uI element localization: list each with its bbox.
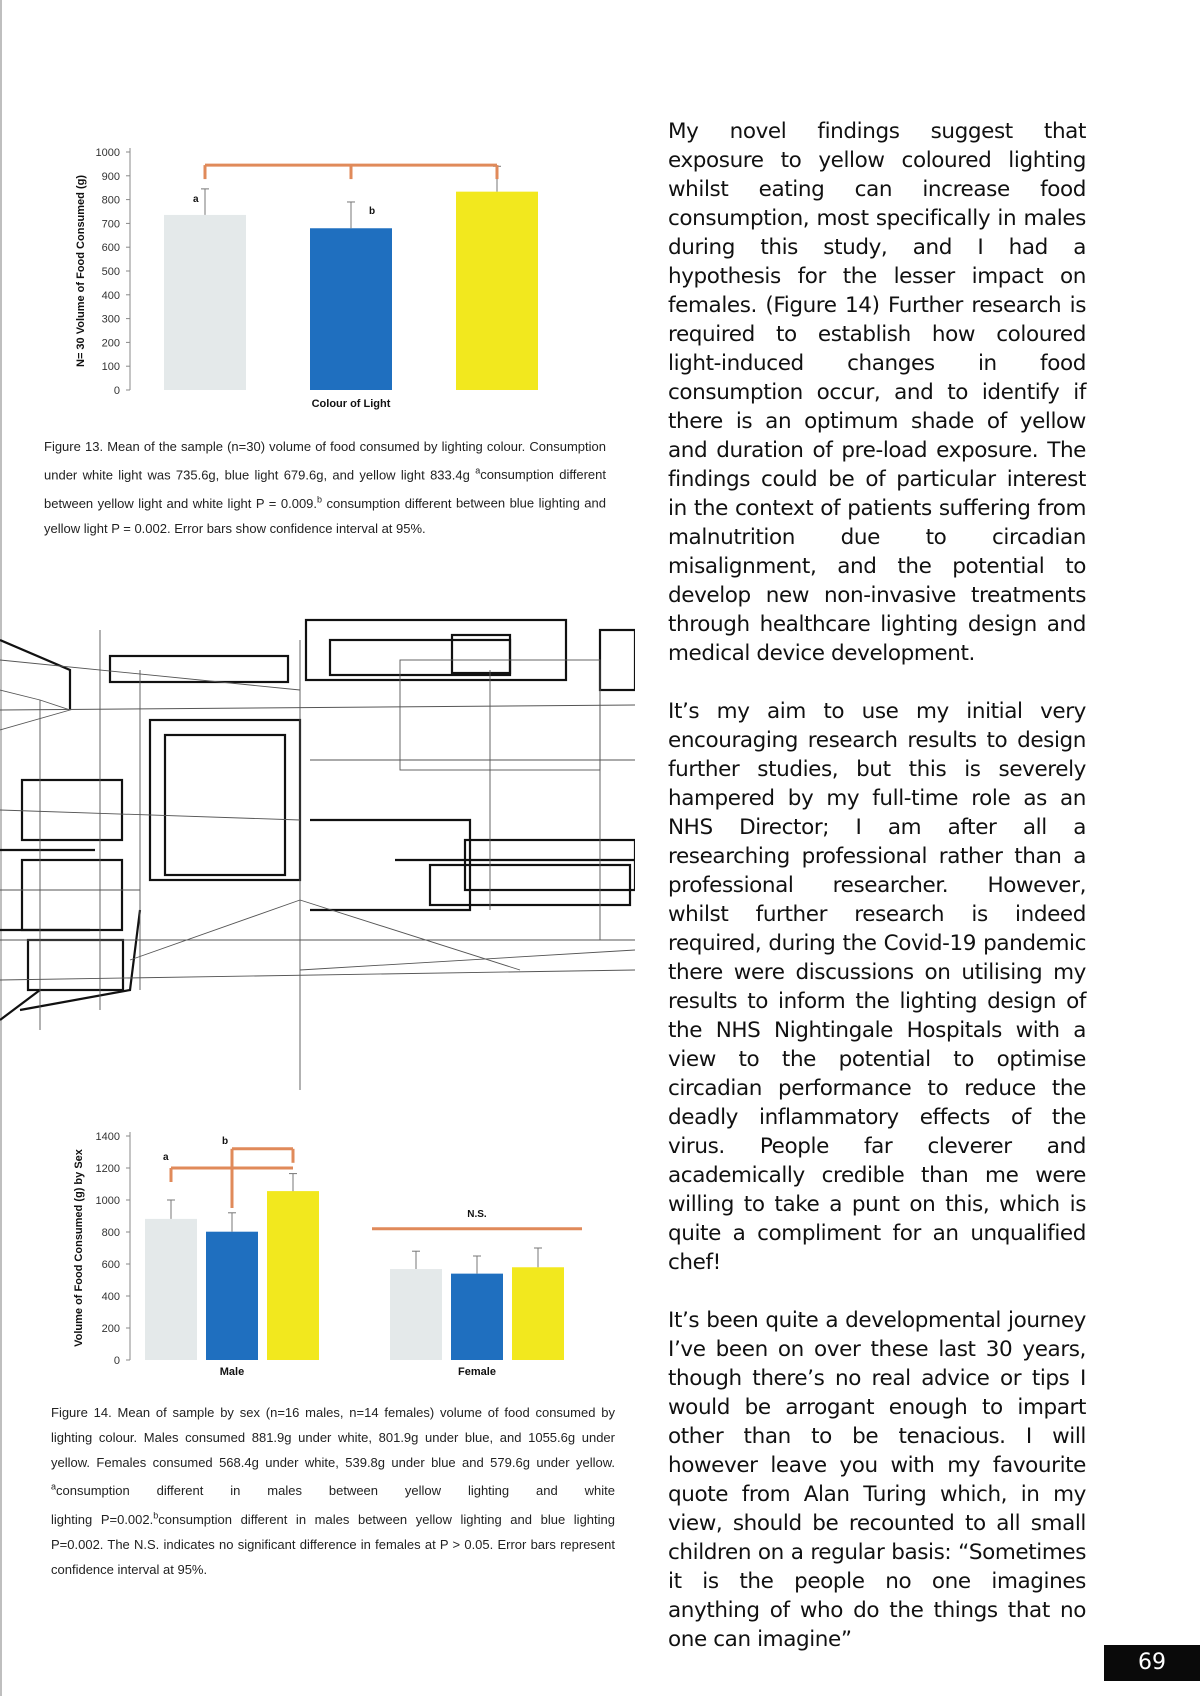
y-tick-label: 1000 bbox=[95, 147, 120, 159]
y-tick-label: 800 bbox=[101, 194, 120, 207]
bar-yellow-female bbox=[512, 1267, 564, 1360]
superscript-a: a bbox=[475, 466, 481, 476]
caption-line: lighting colour. Males consumed 881.9g under white, 801.9g under blue, and 1055.6g under bbox=[51, 1430, 615, 1445]
x-category-label: Male bbox=[219, 1366, 245, 1378]
caption-line: P=0.002.$^b$consumption different in males between yellow lighting and blue lighting P=0.002. bbox=[51, 1510, 615, 1552]
y-tick-label: 1400 bbox=[95, 1131, 120, 1143]
x-axis-label: Colour of Light bbox=[311, 398, 391, 410]
paragraph-3: It’s been quite a developmental journey I’ve been on over these last 30 years, though there’s no real advice or tips I would be arrogant enough to impart other than to be tenacious. I will however leave you with my favourite quote from Alan Turing which, in my view, should be recounted to all small children on a regular basis: “Sometimes it is the people no one imagines anything of who do the things that no one can imagine” bbox=[668, 1308, 1086, 1652]
y-tick-label: 1200 bbox=[95, 1163, 120, 1175]
caption-line: between blue lighting and yellow light P = 0.002. Error bars show confidence interval at 95%. bbox=[44, 495, 606, 536]
annotation-ns: N.S. bbox=[467, 1208, 487, 1220]
annotation-a: a bbox=[163, 1152, 169, 1163]
y-tick-label: 0 bbox=[113, 1355, 120, 1367]
y-axis-label: N= 30 Volume of Food Consumed (g) bbox=[75, 175, 87, 367]
y-tick-label: 600 bbox=[101, 242, 120, 255]
caption-line: confidence interval at 95%. bbox=[51, 1561, 208, 1577]
y-tick-label: 400 bbox=[101, 1291, 120, 1303]
bar-blue-male bbox=[206, 1232, 258, 1360]
bar-white bbox=[164, 215, 246, 390]
y-tick-label: 500 bbox=[101, 266, 120, 278]
caption-line: The N.S. indicates no significant difference in females at P > 0.05. Error bars represent bbox=[107, 1536, 615, 1552]
y-axis-label: Volume of Food Consumed (g) by Sex bbox=[73, 1149, 85, 1347]
caption-line: Figure 13. Mean of the sample (n=30) volume of food consumed by lighting colour. bbox=[44, 439, 526, 454]
superscript-b: b bbox=[153, 1510, 159, 1521]
caption-line: $^a$consumption different between yellow light and white light P = 0.009.$^b$ consumption different bbox=[44, 466, 606, 511]
bar-white-male bbox=[145, 1219, 197, 1360]
y-tick-label: 1000 bbox=[95, 1195, 120, 1207]
bar-blue bbox=[310, 228, 392, 390]
y-tick-label: 300 bbox=[101, 313, 120, 326]
paragraph-2: It’s my aim to use my initial very encouraging research results to design further studies, but this is severely hampered by my full-time role as an NHS Director; I am after all a researching professional rather than a professional researcher. However, whilst further research is indeed required, during the Covid-19 pandemic there were discussions on utilising my results to inform the lighting design of the NHS Nightingale Hospitals with a view to the potential to optimise circadian performance to reduce the deadly inflammatory effects of the virus. People far cleverer and academically credible than me were willing to take a punt on this, which is quite a compliment for an unqualified chef! bbox=[668, 699, 1086, 1275]
article-body bbox=[668, 117, 1086, 1683]
annotation-a: a bbox=[193, 193, 199, 205]
bar-white-female bbox=[390, 1269, 442, 1360]
y-tick-label: 900 bbox=[101, 170, 120, 183]
wireframe-interior-illustration bbox=[0, 610, 635, 1090]
caption-line: Consumption under white light was 735.6g, blue light 679.6g, and yellow light 833.4g bbox=[44, 439, 606, 483]
bar-yellow-male bbox=[267, 1191, 319, 1360]
figure-13-chart bbox=[60, 140, 620, 420]
y-tick-label: 600 bbox=[101, 1259, 120, 1271]
superscript-b: b bbox=[317, 494, 323, 505]
y-tick-label: 100 bbox=[101, 361, 120, 374]
y-tick-label: 400 bbox=[101, 289, 120, 302]
bar-yellow bbox=[456, 192, 538, 390]
annotation-b: b bbox=[369, 205, 376, 217]
figure-14-chart bbox=[60, 1125, 620, 1385]
y-tick-label: 200 bbox=[101, 1323, 120, 1335]
caption-line: Figure 14. Mean of sample by sex (n=16 males, n=14 females) volume of food consumed by bbox=[51, 1405, 615, 1420]
superscript-a: a bbox=[51, 1482, 57, 1492]
y-tick-label: 0 bbox=[113, 385, 120, 397]
y-tick-label: 200 bbox=[101, 337, 120, 350]
figure-14-caption bbox=[51, 1400, 615, 1582]
bar-blue-female bbox=[451, 1274, 503, 1360]
caption-line: yellow. Females consumed 568.4g under white, 539.8g under blue and 579.6g under yellow. bbox=[51, 1455, 615, 1470]
x-category-label: Female bbox=[458, 1366, 496, 1378]
y-tick-label: 800 bbox=[101, 1227, 120, 1239]
page-number: 69 bbox=[1104, 1645, 1200, 1681]
paragraph-1: My novel findings suggest that exposure to yellow coloured lighting whilst eating can increase food consumption, most specifically in males during this study, and I had a hypothesis for the lesser impact on females. (Figure 14) Further research is required to establish how coloured light-induced changes in food consumption occur, and to identify if there is an optimum shade of yellow and duration of pre-load exposure. The findings could be of particular interest in the context of patients suffering from malnutrition due to circadian misalignment, and the potential to develop new non-invasive treatments through healthcare lighting design and medical device development. bbox=[668, 119, 1086, 666]
y-tick-label: 700 bbox=[101, 218, 120, 231]
annotation-b: b bbox=[222, 1136, 229, 1147]
caption-line: $^a$consumption different in males between yellow lighting and white lighting bbox=[51, 1482, 615, 1527]
figure-13-caption bbox=[44, 434, 606, 541]
